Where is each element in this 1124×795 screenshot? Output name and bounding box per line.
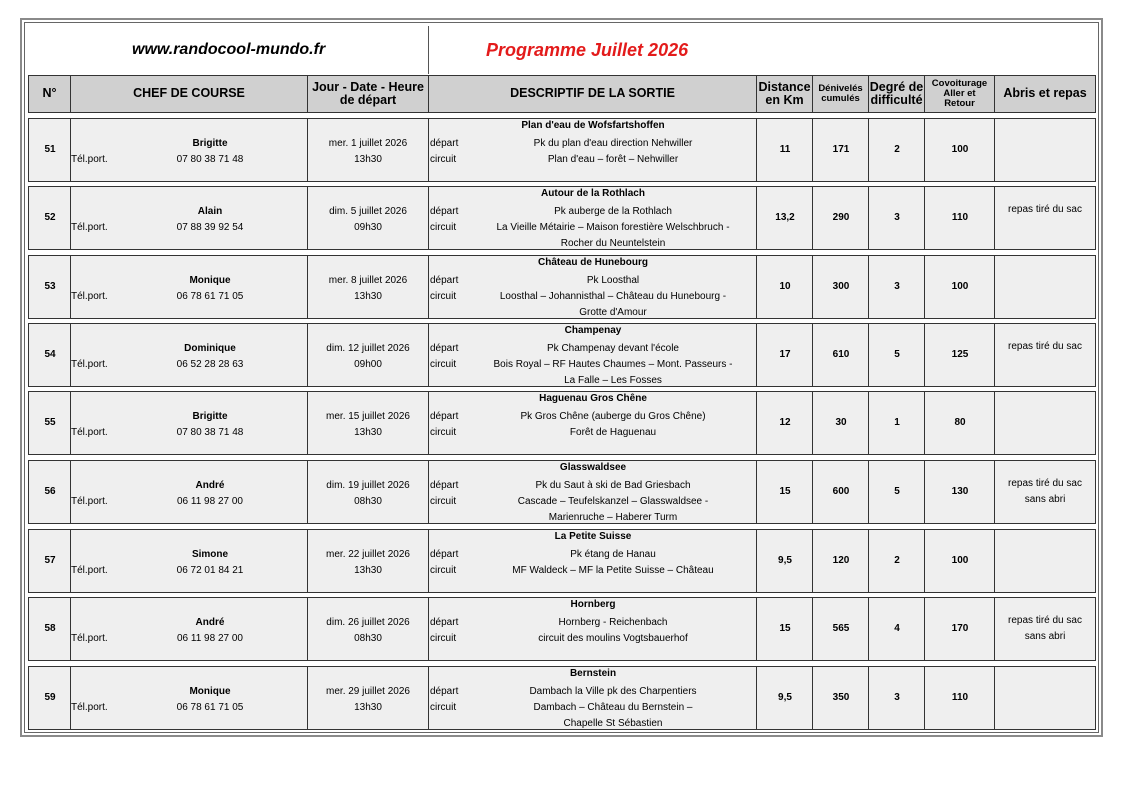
difficulty: 3: [894, 212, 900, 223]
denivele: 120: [832, 555, 850, 566]
distance-km: 10: [779, 281, 791, 292]
depart-label: départ: [430, 138, 459, 149]
circuit-label: circuit: [430, 154, 457, 165]
row-number: 51: [44, 144, 56, 155]
depart-location: Dambach la Ville pk des Charpentiers: [529, 686, 697, 697]
chef-name: Monique: [189, 275, 231, 286]
header-covoiturage: [924, 75, 995, 113]
depart-label: départ: [430, 617, 459, 628]
tel-label: Tél.port.: [71, 291, 108, 302]
depart-location: Pk Loosthal: [586, 275, 640, 286]
distance-km: 12: [779, 417, 791, 428]
table-row: [28, 529, 1096, 593]
depart-location: Pk du Saut à ski de Bad Griesbach: [535, 480, 691, 491]
column-separator: [29, 530, 995, 592]
title-divider: [428, 26, 429, 74]
row-number: 53: [44, 281, 56, 292]
departure-time: 09h00: [354, 359, 382, 370]
circuit-line-1: Bois Royal – RF Hautes Chaumes – Mont. Passeurs -: [493, 359, 733, 370]
denivele: 350: [832, 692, 850, 703]
depart-location: Pk Gros Chêne (auberge du Gros Chêne): [520, 411, 706, 422]
header-jour-line2: de départ: [339, 93, 397, 107]
row-number: 58: [44, 623, 56, 634]
difficulty: 1: [894, 417, 900, 428]
abris-line-1: repas tiré du sac: [1008, 615, 1082, 626]
departure-date: dim. 19 juillet 2026: [326, 480, 410, 491]
denivele: 300: [832, 281, 850, 292]
chef-name: Alain: [197, 206, 223, 217]
tel-label: Tél.port.: [71, 154, 108, 165]
chef-name: Simone: [191, 549, 229, 560]
chef-phone: 06 78 61 71 05: [176, 291, 244, 302]
covoiturage: 125: [951, 349, 969, 360]
distance-km: 9,5: [778, 555, 792, 566]
outing-title: Glasswaldsee: [559, 462, 627, 473]
departure-time: 08h30: [354, 496, 382, 507]
outing-title: Bernstein: [569, 668, 617, 679]
distance-km: 15: [779, 486, 791, 497]
header-denivele-line2: cumulés: [821, 93, 860, 104]
difficulty: 3: [894, 692, 900, 703]
depart-label: départ: [430, 686, 459, 697]
departure-time: 13h30: [354, 154, 382, 165]
chef-phone: 06 72 01 84 21: [176, 565, 244, 576]
site-url: www.randocool-mundo.fr: [132, 41, 326, 58]
header-distance-line2: en Km: [765, 93, 804, 107]
difficulty: 5: [894, 486, 900, 497]
covoiturage: 170: [951, 623, 969, 634]
circuit-line-1: Loosthal – Johannisthal – Château du Hunebourg -: [499, 291, 727, 302]
departure-date: mer. 1 juillet 2026: [328, 138, 408, 149]
chef-name: Monique: [189, 686, 231, 697]
column-separator: [29, 324, 995, 386]
circuit-line-2: La Falle – Les Fosses: [564, 375, 662, 386]
abris-line-1: repas tiré du sac: [1008, 341, 1082, 352]
column-separator: [29, 598, 995, 660]
header-num-label: N°: [42, 86, 57, 101]
covoiturage: 100: [951, 555, 969, 566]
departure-time: 13h30: [354, 565, 382, 576]
outing-title: Plan d'eau de Wofsfartshoffen: [521, 120, 665, 131]
header-chef-label: CHEF DE COURSE: [133, 86, 245, 101]
row-number: 54: [44, 349, 56, 360]
chef-phone: 06 11 98 27 00: [177, 496, 243, 507]
table-row: [28, 255, 1096, 319]
column-separator: [29, 392, 995, 454]
depart-location: Pk Champenay devant l'école: [547, 343, 679, 354]
header-covoiturage-line1: Covoiturage: [931, 78, 988, 90]
outing-title: La Petite Suisse: [554, 531, 632, 542]
table-row: [28, 666, 1096, 730]
chef-phone: 07 80 38 71 48: [176, 154, 244, 165]
circuit-label: circuit: [430, 496, 457, 507]
header-jour-line1: Jour - Date - Heure: [312, 79, 424, 94]
table-row: [28, 118, 1096, 182]
covoiturage: 110: [951, 692, 969, 703]
departure-time: 13h30: [354, 702, 382, 713]
covoiturage: 130: [951, 486, 969, 497]
header-degre-line1: Degré de: [869, 79, 924, 94]
chef-phone: 07 88 39 92 54: [176, 222, 244, 233]
header-covoiturage-line2: Aller et: [943, 88, 976, 100]
distance-km: 15: [779, 623, 791, 634]
circuit-line-1: La Vieille Métairie – Maison forestière Welschbruch -: [496, 222, 730, 233]
chef-phone: 06 78 61 71 05: [176, 702, 244, 713]
departure-time: 08h30: [354, 633, 382, 644]
header-chef: [70, 75, 308, 113]
circuit-label: circuit: [430, 427, 457, 438]
distance-km: 11: [779, 144, 791, 155]
table-row: [28, 597, 1096, 661]
departure-date: dim. 26 juillet 2026: [326, 617, 410, 628]
tel-label: Tél.port.: [71, 427, 108, 438]
circuit-label: circuit: [430, 291, 457, 302]
header-desc: [428, 75, 757, 113]
tel-label: Tél.port.: [71, 702, 108, 713]
denivele: 600: [832, 486, 850, 497]
outing-title: Haguenau Gros Chêne: [539, 393, 647, 404]
depart-label: départ: [430, 411, 459, 422]
outing-title: Château de Hunebourg: [537, 257, 649, 268]
depart-label: départ: [430, 549, 459, 560]
abris-line-1: repas tiré du sac: [1008, 204, 1082, 215]
circuit-line-1: Forêt de Haguenau: [569, 427, 657, 438]
programme-title: Programme Juillet 2026: [486, 40, 689, 60]
chef-phone: 06 11 98 27 00: [177, 633, 243, 644]
circuit-label: circuit: [430, 565, 457, 576]
distance-km: 17: [779, 349, 791, 360]
table-row: [28, 460, 1096, 524]
abris-line-1: repas tiré du sac: [1008, 478, 1082, 489]
denivele: 171: [832, 144, 850, 155]
row-number: 56: [44, 486, 56, 497]
circuit-label: circuit: [430, 633, 457, 644]
circuit-line-1: Cascade – Teufelskanzel – Glasswaldsee -: [517, 496, 709, 507]
header-distance: [756, 75, 813, 113]
abris-line-2: sans abri: [1024, 631, 1066, 642]
circuit-line-2: Grotte d'Amour: [579, 307, 647, 318]
departure-date: mer. 29 juillet 2026: [326, 686, 410, 697]
chef-name: Brigitte: [192, 138, 228, 149]
departure-date: mer. 22 juillet 2026: [326, 549, 410, 560]
header-desc-label: DESCRIPTIF DE LA SORTIE: [510, 86, 675, 101]
abris-line-2: sans abri: [1024, 494, 1066, 505]
header-degre: [868, 75, 925, 113]
covoiturage: 110: [951, 212, 969, 223]
tel-label: Tél.port.: [71, 222, 108, 233]
header-jour: [307, 75, 429, 113]
difficulty: 2: [894, 555, 900, 566]
difficulty: 2: [894, 144, 900, 155]
circuit-label: circuit: [430, 359, 457, 370]
denivele: 30: [835, 417, 847, 428]
header-abris: [994, 75, 1096, 113]
denivele: 565: [832, 623, 850, 634]
circuit-label: circuit: [430, 222, 457, 233]
chef-phone: 06 52 28 28 63: [176, 359, 244, 370]
difficulty: 3: [894, 281, 900, 292]
chef-name: Brigitte: [192, 411, 228, 422]
header-degre-line2: difficulté: [870, 93, 923, 107]
circuit-label: circuit: [430, 702, 457, 713]
row-number: 52: [44, 212, 56, 223]
row-number: 55: [44, 417, 56, 428]
departure-date: dim. 5 juillet 2026: [329, 206, 407, 217]
header-distance-line1: Distance: [758, 79, 811, 94]
circuit-line-2: Marienruche – Haberer Turm: [548, 512, 678, 523]
circuit-line-2: Chapelle St Sébastien: [563, 718, 663, 729]
departure-time: 13h30: [354, 291, 382, 302]
chef-name: Dominique: [184, 343, 236, 354]
depart-location: Pk étang de Hanau: [570, 549, 656, 560]
outing-title: Autour de la Rothlach: [541, 188, 645, 199]
column-separator: [29, 667, 995, 729]
tel-label: Tél.port.: [71, 565, 108, 576]
departure-date: mer. 8 juillet 2026: [328, 275, 408, 286]
denivele: 290: [832, 212, 850, 223]
depart-location: Pk auberge de la Rothlach: [554, 206, 672, 217]
circuit-line-1: MF Waldeck – MF la Petite Suisse – Château: [512, 565, 714, 576]
covoiturage: 100: [951, 281, 969, 292]
table-row: [28, 186, 1096, 250]
circuit-line-1: Dambach – Château du Bernstein –: [533, 702, 693, 713]
difficulty: 5: [894, 349, 900, 360]
depart-location: Hornberg - Reichenbach: [558, 617, 668, 628]
header-denivele: [812, 75, 869, 113]
depart-label: départ: [430, 206, 459, 217]
column-separator: [29, 119, 995, 181]
row-number: 59: [44, 692, 56, 703]
chef-name: André: [195, 617, 225, 628]
header-denivele-line1: Dénivelés: [818, 83, 863, 95]
header-num: [28, 75, 71, 113]
difficulty: 4: [894, 623, 900, 634]
column-separator: [29, 187, 995, 249]
chef-name: André: [195, 480, 225, 491]
depart-label: départ: [430, 275, 459, 286]
table-row: [28, 391, 1096, 455]
outing-title: Champenay: [564, 325, 622, 336]
distance-km: 13,2: [775, 212, 795, 223]
depart-label: départ: [430, 480, 459, 491]
depart-label: départ: [430, 343, 459, 354]
departure-date: dim. 12 juillet 2026: [326, 343, 410, 354]
header-covoiturage-line3: Retour: [944, 97, 975, 109]
row-number: 57: [44, 555, 56, 566]
outing-title: Hornberg: [570, 599, 616, 610]
chef-phone: 07 80 38 71 48: [176, 427, 244, 438]
table-row: [28, 323, 1096, 387]
tel-label: Tél.port.: [71, 359, 108, 370]
header-abris-label: Abris et repas: [1003, 86, 1087, 101]
depart-location: Pk du plan d'eau direction Nehwiller: [533, 138, 693, 149]
circuit-line-2: Rocher du Neuntelstein: [560, 238, 666, 249]
circuit-line-1: circuit des moulins Vogtsbauerhof: [538, 633, 688, 644]
column-separator: [29, 256, 995, 318]
departure-date: mer. 15 juillet 2026: [326, 411, 410, 422]
distance-km: 9,5: [778, 692, 792, 703]
tel-label: Tél.port.: [71, 633, 108, 644]
departure-time: 13h30: [354, 427, 382, 438]
denivele: 610: [832, 349, 850, 360]
covoiturage: 80: [954, 417, 966, 428]
tel-label: Tél.port.: [71, 496, 108, 507]
covoiturage: 100: [951, 144, 969, 155]
column-separator: [29, 461, 995, 523]
circuit-line-1: Plan d'eau – forêt – Nehwiller: [547, 154, 679, 165]
departure-time: 09h30: [354, 222, 382, 233]
